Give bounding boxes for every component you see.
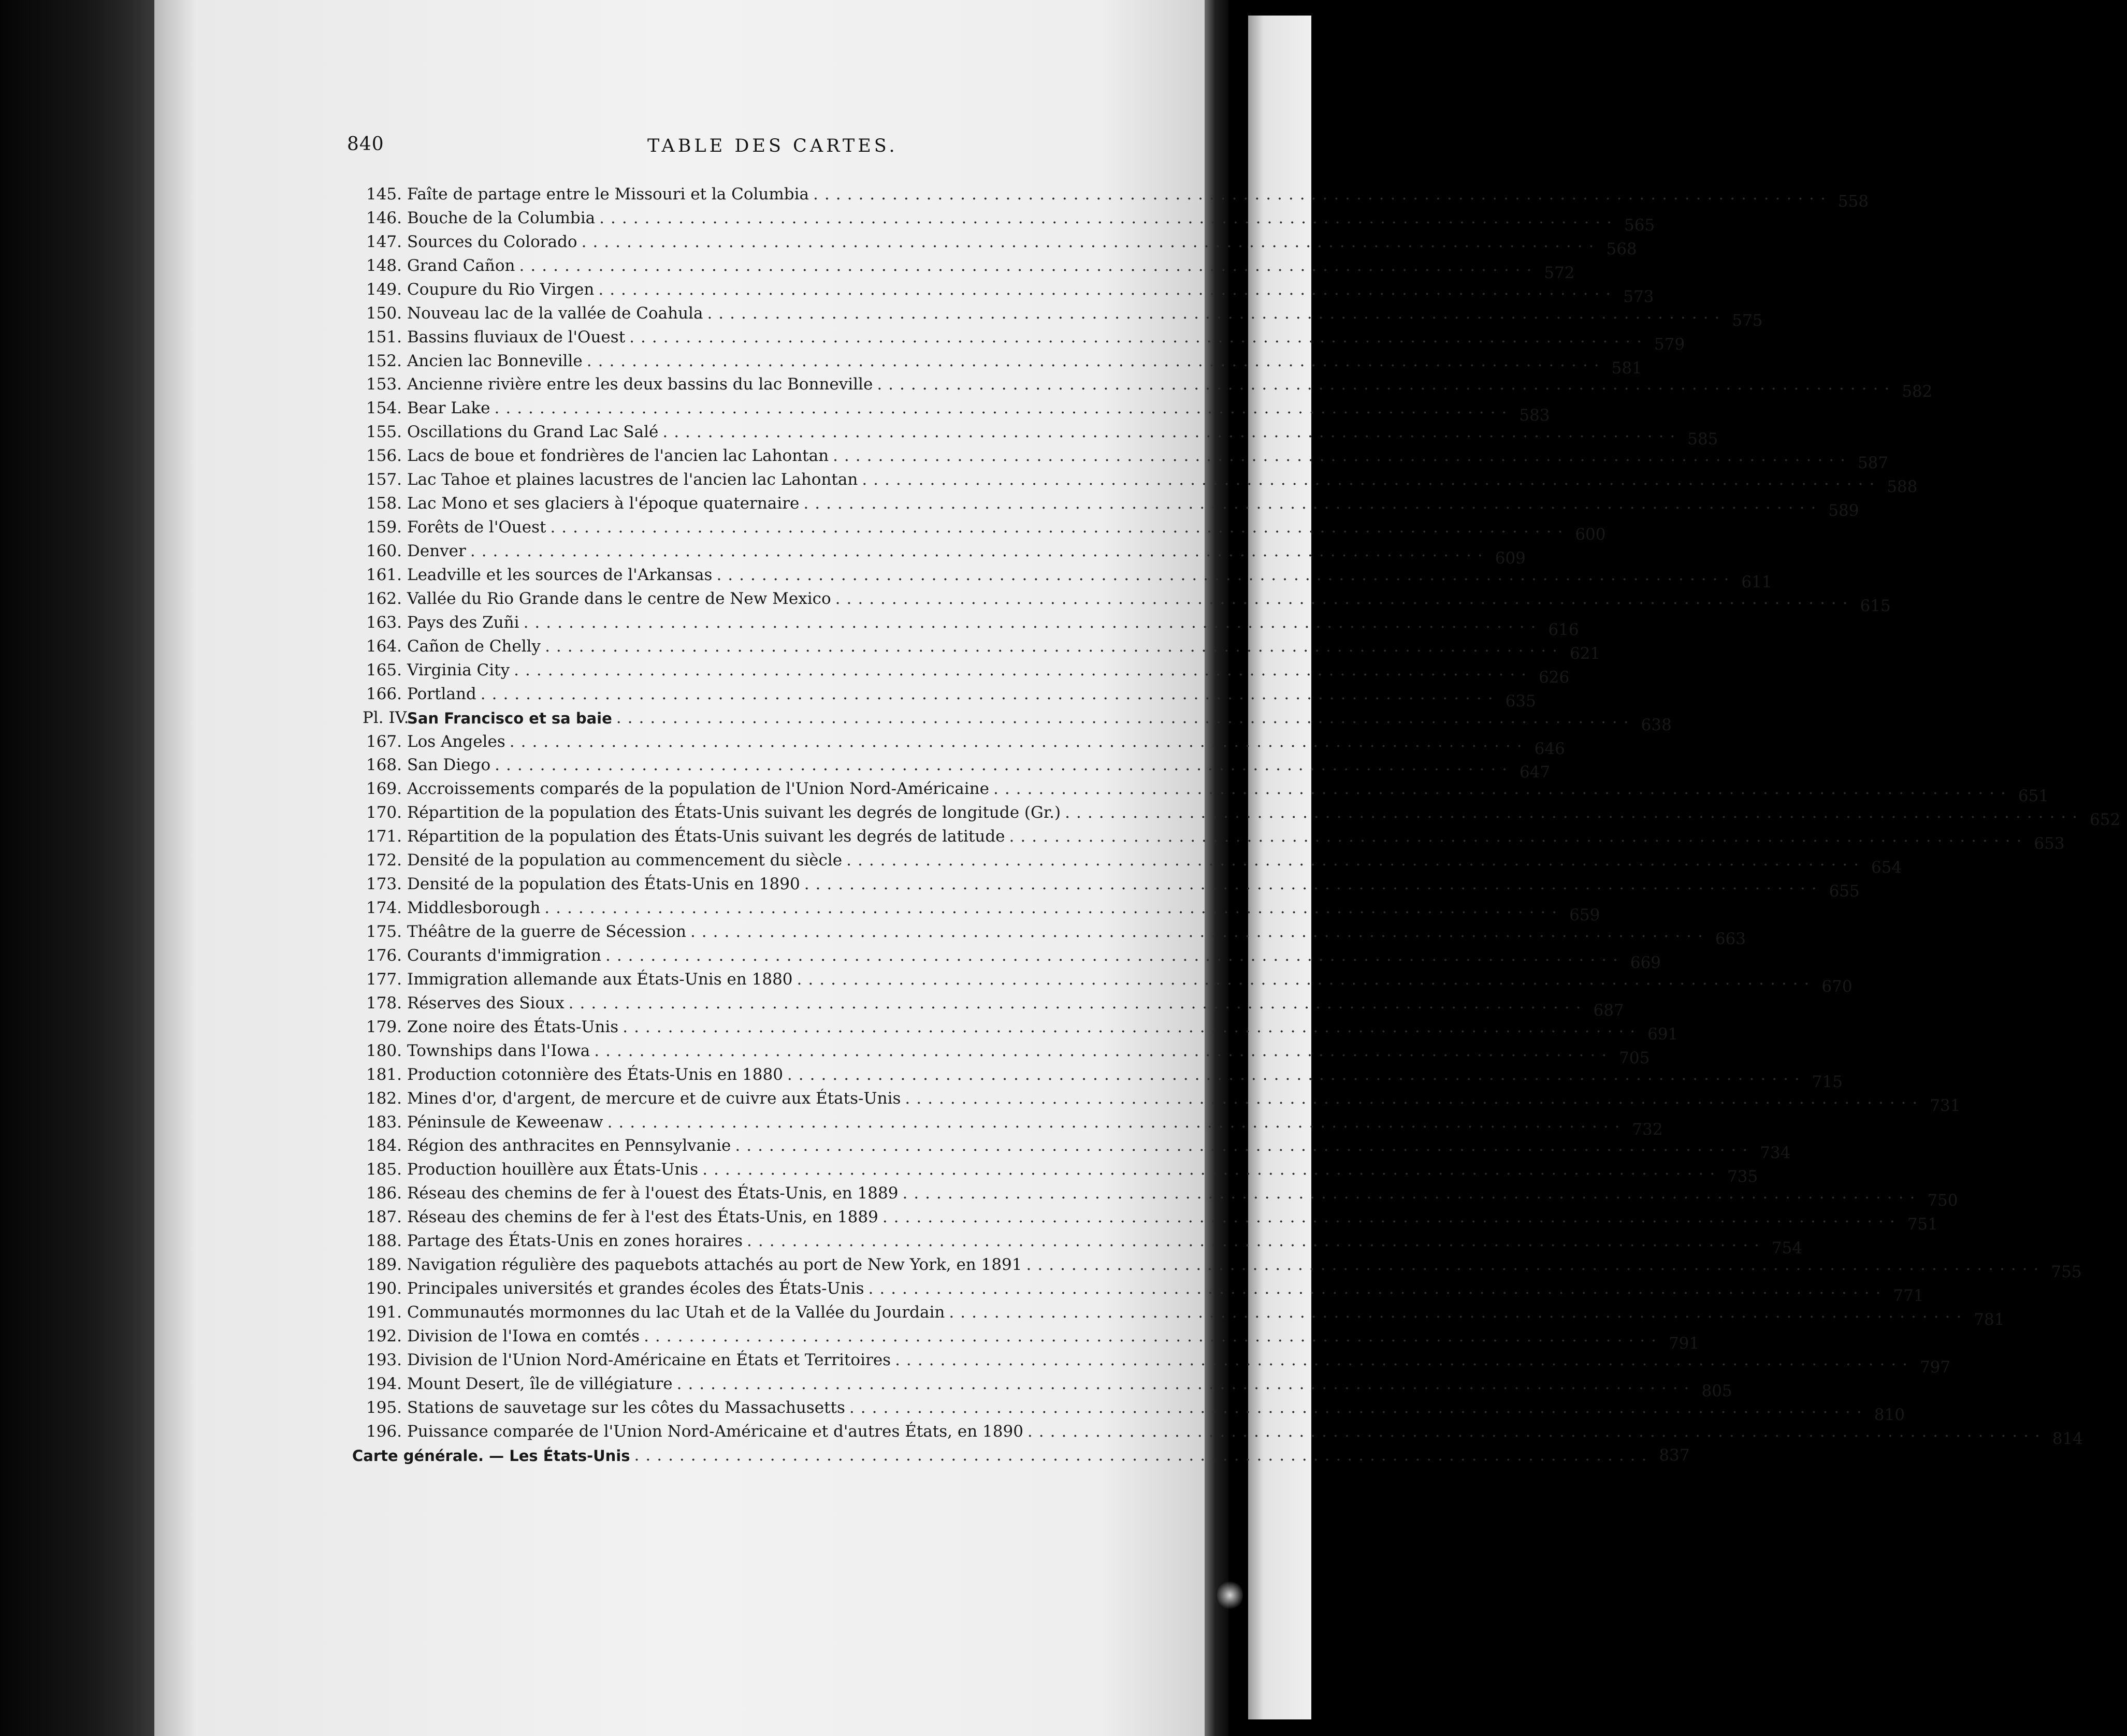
list-item bbox=[363, 751, 1551, 782]
dot-leader: .......................................................................................... bbox=[544, 899, 1564, 918]
dot-leader: .......................................................................................... bbox=[586, 351, 1605, 370]
entry-page-number: 715 bbox=[1812, 1072, 1843, 1091]
entry-number: 192. bbox=[366, 1326, 402, 1346]
list-item bbox=[363, 1322, 1700, 1353]
entry-page-number: 754 bbox=[1771, 1239, 1803, 1258]
entry-page-number: 654 bbox=[1871, 858, 1902, 877]
entry-title: Densité de la population au commencement du siècle bbox=[407, 851, 843, 870]
entry-title: Vallée du Rio Grande dans le centre de New Mexico bbox=[407, 589, 831, 608]
dot-leader: .......................................................................................... bbox=[797, 970, 1816, 989]
dot-leader: .......................................................................................... bbox=[470, 542, 1489, 560]
list-item bbox=[363, 1346, 1951, 1377]
entry-number: 187. bbox=[366, 1208, 402, 1227]
entry-number: 152. bbox=[366, 351, 402, 370]
entry-number: 158. bbox=[366, 494, 402, 513]
dot-leader: .......................................................................................... bbox=[707, 303, 1726, 323]
entry-number: 188. bbox=[366, 1232, 402, 1251]
list-item bbox=[363, 1036, 1650, 1067]
entry-title: Nouveau lac de la vallée de Coahula bbox=[407, 303, 703, 323]
entry-title: Grand Cañon bbox=[407, 256, 515, 275]
list-item bbox=[363, 1155, 1758, 1187]
entry-title: Répartition de la population des États-Unis suivant les degrés de longitude (Gr.) bbox=[407, 803, 1061, 822]
list-item bbox=[363, 917, 1746, 948]
dot-leader: .......................................................................................... bbox=[616, 708, 1635, 727]
list-item bbox=[363, 1179, 1958, 1210]
list-item bbox=[363, 537, 1526, 568]
entry-page-number: 687 bbox=[1593, 1001, 1624, 1020]
dot-leader: .......................................................................................... bbox=[902, 1184, 1921, 1203]
list-item bbox=[363, 227, 1637, 258]
entry-page-number: 579 bbox=[1654, 335, 1685, 354]
entry-number: 164. bbox=[366, 636, 402, 656]
dot-leader: .......................................................................................... bbox=[676, 1374, 1696, 1393]
list-item bbox=[363, 632, 1601, 663]
dot-leader: .......................................................................................... bbox=[480, 684, 1499, 703]
entry-page-number: 616 bbox=[1548, 620, 1579, 639]
entry-title: Zone noire des États-Unis bbox=[407, 1017, 619, 1036]
entry-number: 151. bbox=[366, 327, 402, 346]
entry-page-number: 659 bbox=[1569, 906, 1600, 925]
entry-page-number: 582 bbox=[1902, 382, 1933, 401]
list-item bbox=[363, 584, 1891, 615]
list-item bbox=[363, 1393, 1905, 1424]
entry-number: 165. bbox=[366, 660, 402, 679]
entry-page-number: 810 bbox=[1874, 1405, 1905, 1424]
list-item bbox=[363, 394, 1550, 425]
dot-leader: .......................................................................................... bbox=[993, 779, 2012, 799]
entry-title: Sources du Colorado bbox=[407, 232, 577, 251]
entry-page-number: 583 bbox=[1519, 406, 1550, 425]
dot-leader: .......................................................................................... bbox=[545, 636, 1564, 656]
entry-number: 172. bbox=[366, 851, 402, 870]
entry-number: 163. bbox=[366, 613, 402, 632]
entry-title: Division de l'Iowa en comtés bbox=[407, 1326, 640, 1346]
entry-number: 171. bbox=[366, 827, 402, 846]
list-item bbox=[363, 656, 1570, 687]
entry-number: 181. bbox=[366, 1065, 402, 1084]
list-item bbox=[363, 489, 1859, 520]
list-item bbox=[363, 822, 2065, 853]
entry-number: 194. bbox=[366, 1374, 402, 1393]
entry-number: 177. bbox=[366, 970, 402, 989]
entry-page-number: 585 bbox=[1687, 430, 1718, 449]
entry-number: 193. bbox=[366, 1350, 402, 1369]
entry-page-number: 600 bbox=[1575, 525, 1606, 544]
list-item bbox=[363, 1012, 1679, 1044]
list-item bbox=[363, 1298, 2005, 1329]
dot-leader: .......................................................................................... bbox=[519, 256, 1538, 275]
entry-number: 149. bbox=[366, 280, 402, 299]
entry-title: Lacs de boue et fondrières de l'ancien lac Lahontan bbox=[407, 446, 829, 466]
entry-title: Réseau des chemins de fer à l'ouest des États-Unis, en 1889 bbox=[407, 1184, 899, 1203]
entry-page-number: 751 bbox=[1907, 1215, 1938, 1234]
entry-number: 196. bbox=[366, 1422, 402, 1441]
list-item bbox=[363, 180, 1869, 211]
list-item bbox=[363, 846, 1902, 877]
entry-title: Leadville et les sources de l'Arkansas bbox=[407, 565, 713, 584]
entry-number: 167. bbox=[366, 732, 402, 751]
entry-page-number: 588 bbox=[1887, 478, 1918, 497]
entry-title: Faîte de partage entre le Missouri et la Columbia bbox=[407, 184, 809, 204]
entry-title: Puissance comparée de l'Union Nord-Américaine et d'autres États, en 1890 bbox=[407, 1422, 1023, 1441]
list-item bbox=[363, 370, 1933, 401]
entry-number: 161. bbox=[366, 565, 402, 584]
dot-leader: .......................................................................................... bbox=[862, 470, 1881, 489]
entry-page-number: 655 bbox=[1829, 882, 1860, 901]
entry-number: 159. bbox=[366, 518, 402, 537]
entry-number: Pl. IV. bbox=[363, 708, 409, 727]
entry-number: 145. bbox=[366, 184, 402, 204]
list-item bbox=[363, 323, 1685, 354]
list-item bbox=[363, 417, 1718, 449]
entry-number: 178. bbox=[366, 993, 402, 1012]
entry-title: Virginia City bbox=[407, 660, 510, 679]
entry-page-number: 611 bbox=[1741, 572, 1772, 591]
entry-page-number: 581 bbox=[1611, 358, 1642, 378]
dot-leader: .......................................................................................... bbox=[509, 732, 1528, 751]
entry-title: Accroissements comparés de la population de l'Union Nord-Américaine bbox=[407, 779, 989, 799]
dot-leader: .......................................................................................... bbox=[634, 1445, 1653, 1465]
entry-title: Middlesborough bbox=[407, 899, 541, 918]
entry-page-number: 731 bbox=[1930, 1096, 1961, 1115]
entry-number: 157. bbox=[366, 470, 402, 489]
dot-leader: .......................................................................................... bbox=[494, 399, 1513, 418]
entry-title: Répartition de la population des États-Unis suivant les degrés de latitude bbox=[407, 827, 1005, 846]
entry-title: Théâtre de la guerre de Sécession bbox=[407, 922, 686, 941]
list-item bbox=[363, 608, 1579, 639]
entry-page-number: 646 bbox=[1534, 739, 1565, 758]
entry-page-number: 705 bbox=[1619, 1048, 1650, 1067]
entry-number: 195. bbox=[366, 1398, 402, 1417]
dot-leader: .......................................................................................... bbox=[495, 756, 1514, 775]
dot-leader: .......................................................................................... bbox=[623, 1017, 1642, 1036]
entry-number: 162. bbox=[366, 589, 402, 608]
list-item bbox=[363, 465, 1918, 497]
entry-number: 186. bbox=[366, 1184, 402, 1203]
entry-title: Lac Tahoe et plaines lacustres de l'ancien lac Lahontan bbox=[407, 470, 858, 489]
entry-page-number: 755 bbox=[2051, 1263, 2082, 1282]
entry-number: 153. bbox=[366, 375, 402, 394]
list-item bbox=[363, 965, 1853, 996]
dot-leader: .......................................................................................... bbox=[629, 327, 1648, 346]
entry-title: Principales universités et grandes écoles des États-Unis bbox=[407, 1279, 864, 1298]
entry-page-number: 575 bbox=[1732, 311, 1763, 330]
entry-page-number: 635 bbox=[1505, 691, 1536, 711]
entry-title: Denver bbox=[407, 542, 466, 560]
list-item bbox=[363, 870, 1860, 901]
list-item bbox=[363, 251, 1575, 282]
dot-leader: .......................................................................................... bbox=[1009, 827, 2028, 846]
dot-leader: .......................................................................................... bbox=[690, 922, 1709, 941]
list-item bbox=[363, 679, 1536, 711]
table-of-maps bbox=[352, 180, 2121, 1465]
dot-leader: .......................................................................................... bbox=[1026, 1255, 2045, 1275]
dot-leader: .......................................................................................... bbox=[877, 375, 1896, 394]
entry-page-number: 589 bbox=[1828, 501, 1859, 520]
entry-title: Mines d'or, d'argent, de mercure et de cuivre aux États-Unis bbox=[407, 1089, 901, 1108]
list-item bbox=[363, 727, 1565, 758]
list-item bbox=[363, 1417, 2083, 1448]
dot-leader: .......................................................................................... bbox=[787, 1065, 1806, 1084]
entry-title: San Francisco et sa baie bbox=[407, 709, 612, 727]
entry-title: Réserves des Sioux bbox=[407, 993, 565, 1012]
list-item bbox=[363, 560, 1772, 591]
entry-page-number: 837 bbox=[1659, 1445, 1690, 1465]
entry-page-number: 565 bbox=[1624, 215, 1655, 235]
list-item bbox=[363, 1084, 1961, 1115]
entry-number: 184. bbox=[366, 1136, 402, 1155]
list-item bbox=[363, 1369, 1732, 1400]
list-item bbox=[363, 941, 1661, 972]
dot-leader: .......................................................................................... bbox=[1065, 803, 2084, 822]
entry-title: Région des anthracites en Pennsylvanie bbox=[407, 1136, 731, 1155]
entry-title: Bassins fluviaux de l'Ouest bbox=[407, 327, 626, 346]
entry-page-number: 670 bbox=[1821, 977, 1853, 996]
dot-leader: .......................................................................................... bbox=[905, 1089, 1924, 1108]
entry-page-number: 691 bbox=[1647, 1024, 1679, 1044]
list-item bbox=[352, 1441, 1690, 1465]
dot-leader: .......................................................................................... bbox=[644, 1326, 1662, 1346]
page-title: TABLE DES CARTES. bbox=[647, 136, 898, 156]
entry-number: 169. bbox=[366, 779, 402, 799]
dot-leader: .......................................................................................... bbox=[550, 518, 1569, 537]
dot-leader: .......................................................................................... bbox=[949, 1303, 1968, 1322]
entry-number: 170. bbox=[366, 803, 402, 822]
dot-leader: .......................................................................................... bbox=[716, 565, 1735, 584]
entry-page-number: 734 bbox=[1760, 1144, 1791, 1163]
list-item bbox=[363, 703, 1672, 734]
entry-number: 185. bbox=[366, 1160, 402, 1179]
dot-leader: .......................................................................................... bbox=[605, 946, 1624, 965]
entry-title: Bouche de la Columbia bbox=[407, 208, 596, 227]
list-item bbox=[363, 893, 1600, 925]
list-item bbox=[363, 346, 1642, 378]
entry-title: Lac Mono et ses glaciers à l'époque quaternaire bbox=[407, 494, 800, 513]
entry-page-number: 647 bbox=[1520, 763, 1551, 782]
entry-page-number: 750 bbox=[1927, 1191, 1958, 1210]
entry-title: Stations de sauvetage sur les côtes du Massachusetts bbox=[407, 1398, 845, 1417]
entry-title: Immigration allemande aux États-Unis en 1880 bbox=[407, 970, 793, 989]
entry-title: Réseau des chemins de fer à l'est des États-Unis, en 1889 bbox=[407, 1208, 878, 1227]
entry-title: Ancien lac Bonneville bbox=[407, 351, 583, 370]
entry-number: 180. bbox=[366, 1041, 402, 1060]
dot-leader: .......................................................................................... bbox=[803, 494, 1822, 513]
list-item bbox=[363, 1108, 1663, 1139]
entry-page-number: 669 bbox=[1630, 953, 1661, 972]
entry-title: Coupure du Rio Virgen bbox=[407, 280, 595, 299]
dot-leader: .......................................................................................... bbox=[594, 1041, 1613, 1060]
entry-number: 175. bbox=[366, 922, 402, 941]
book-spine-shadow bbox=[0, 0, 155, 1736]
list-item bbox=[363, 441, 1889, 473]
dot-leader: .......................................................................................... bbox=[599, 208, 1618, 227]
entry-title: San Diego bbox=[407, 756, 491, 775]
entry-page-number: 652 bbox=[2090, 811, 2121, 830]
dot-leader: .......................................................................................... bbox=[581, 232, 1600, 251]
list-item bbox=[363, 204, 1655, 235]
entry-title: Forêts de l'Ouest bbox=[407, 518, 546, 537]
dot-leader: .......................................................................................... bbox=[1027, 1422, 2046, 1441]
entry-number: 189. bbox=[366, 1255, 402, 1275]
list-item bbox=[363, 299, 1763, 330]
entry-number: 156. bbox=[366, 446, 402, 466]
dot-leader: .......................................................................................... bbox=[747, 1232, 1766, 1251]
entry-page-number: 626 bbox=[1539, 668, 1570, 687]
entry-page-number: 638 bbox=[1641, 715, 1672, 734]
entry-title: Ancienne rivière entre les deux bassins du lac Bonneville bbox=[407, 375, 873, 394]
entry-number: 154. bbox=[366, 399, 402, 418]
entry-page-number: 609 bbox=[1495, 549, 1526, 568]
list-item bbox=[363, 513, 1606, 544]
entry-number: 173. bbox=[366, 875, 402, 894]
dot-leader: .......................................................................................... bbox=[702, 1160, 1721, 1179]
list-item bbox=[363, 798, 2121, 830]
entry-page-number: 732 bbox=[1632, 1120, 1663, 1139]
paper-stain bbox=[1217, 1580, 1243, 1611]
entry-number: 147. bbox=[366, 232, 402, 251]
entry-page-number: 805 bbox=[1701, 1381, 1732, 1400]
entry-page-number: 573 bbox=[1623, 287, 1654, 306]
entry-title: Production houillère aux États-Unis bbox=[407, 1160, 699, 1179]
entry-page-number: 814 bbox=[2052, 1429, 2083, 1448]
entry-title: Navigation régulière des paquebots attachés au port de New York, en 1891 bbox=[407, 1255, 1022, 1275]
list-item bbox=[363, 774, 2049, 806]
entry-page-number: 797 bbox=[1919, 1357, 1951, 1377]
entry-page-number: 587 bbox=[1857, 454, 1889, 473]
entry-page-number: 615 bbox=[1860, 596, 1891, 615]
page-number: 840 bbox=[347, 134, 384, 155]
entry-number: 148. bbox=[366, 256, 402, 275]
entry-title: Oscillations du Grand Lac Salé bbox=[407, 423, 659, 442]
entry-number: 174. bbox=[366, 899, 402, 918]
entry-title: Communautés mormonnes du lac Utah et de la Vallée du Jourdain bbox=[407, 1303, 945, 1322]
entry-title: Carte générale. — Les États-Unis bbox=[352, 1446, 630, 1465]
entry-number: 166. bbox=[366, 684, 402, 703]
entry-page-number: 663 bbox=[1715, 930, 1746, 948]
entry-page-number: 558 bbox=[1837, 192, 1869, 211]
dot-leader: .......................................................................................... bbox=[849, 1398, 1868, 1417]
dot-leader: .......................................................................................... bbox=[813, 184, 1832, 204]
entry-title: Division de l'Union Nord-Américaine en États et Territoires bbox=[407, 1350, 891, 1369]
dot-leader: .......................................................................................... bbox=[804, 875, 1823, 894]
dot-leader: .......................................................................................... bbox=[607, 1112, 1626, 1132]
entry-number: 182. bbox=[366, 1089, 402, 1108]
entry-page-number: 735 bbox=[1727, 1167, 1758, 1187]
entry-title: Partage des États-Unis en zones horaires bbox=[407, 1232, 743, 1251]
entry-number: 183. bbox=[366, 1112, 402, 1132]
entry-title: Production cotonnière des États-Unis en 1880 bbox=[407, 1065, 783, 1084]
entry-number: 190. bbox=[366, 1279, 402, 1298]
entry-number: 191. bbox=[366, 1303, 402, 1322]
dot-leader: .......................................................................................... bbox=[514, 660, 1533, 679]
dot-leader: .......................................................................................... bbox=[598, 280, 1617, 299]
entry-page-number: 781 bbox=[1974, 1310, 2005, 1329]
entry-page-number: 572 bbox=[1544, 263, 1575, 282]
dot-leader: .......................................................................................... bbox=[735, 1136, 1754, 1155]
dot-leader: .......................................................................................... bbox=[662, 423, 1682, 442]
entry-number: 155. bbox=[366, 423, 402, 442]
entry-title: Courants d'immigration bbox=[407, 946, 601, 965]
dot-leader: .......................................................................................... bbox=[835, 589, 1854, 608]
entry-number: 168. bbox=[366, 756, 402, 775]
list-item bbox=[363, 275, 1654, 306]
entry-title: Cañon de Chelly bbox=[407, 636, 541, 656]
list-item bbox=[363, 1226, 1803, 1258]
entry-title: Densité de la population des États-Unis en 1890 bbox=[407, 875, 800, 894]
dot-leader: .......................................................................................... bbox=[833, 446, 1851, 466]
dot-leader: .......................................................................................... bbox=[882, 1208, 1901, 1227]
dot-leader: .......................................................................................... bbox=[846, 851, 1865, 870]
list-item bbox=[363, 1060, 1843, 1091]
dot-leader: .......................................................................................... bbox=[568, 993, 1587, 1012]
entry-title: Townships dans l'Iowa bbox=[407, 1041, 590, 1060]
entry-page-number: 791 bbox=[1668, 1334, 1700, 1353]
entry-page-number: 771 bbox=[1893, 1286, 1924, 1306]
entry-page-number: 621 bbox=[1569, 644, 1601, 663]
entry-number: 176. bbox=[366, 946, 402, 965]
entry-title: Pays des Zuñi bbox=[407, 613, 519, 632]
entry-title: Péninsule de Keweenaw bbox=[407, 1112, 603, 1132]
list-item bbox=[363, 1203, 1938, 1234]
list-item bbox=[363, 1250, 2082, 1282]
list-item bbox=[363, 989, 1624, 1020]
entry-title: Bear Lake bbox=[407, 399, 490, 418]
list-item bbox=[363, 1274, 1924, 1306]
entry-page-number: 568 bbox=[1606, 239, 1637, 258]
entry-title: Mount Desert, île de villégiature bbox=[407, 1374, 673, 1393]
entry-number: 146. bbox=[366, 208, 402, 227]
entry-title: Portland bbox=[407, 684, 476, 703]
entry-number: 160. bbox=[366, 542, 402, 560]
dot-leader: .......................................................................................... bbox=[868, 1279, 1887, 1298]
list-item bbox=[363, 1132, 1791, 1163]
entry-page-number: 651 bbox=[2018, 787, 2049, 806]
entry-number: 150. bbox=[366, 303, 402, 323]
dot-leader: .......................................................................................... bbox=[523, 613, 1542, 632]
dot-leader: .......................................................................................... bbox=[895, 1350, 1914, 1369]
entry-number: 179. bbox=[366, 1017, 402, 1036]
entry-title: Los Angeles bbox=[407, 732, 505, 751]
entry-page-number: 653 bbox=[2034, 834, 2065, 853]
